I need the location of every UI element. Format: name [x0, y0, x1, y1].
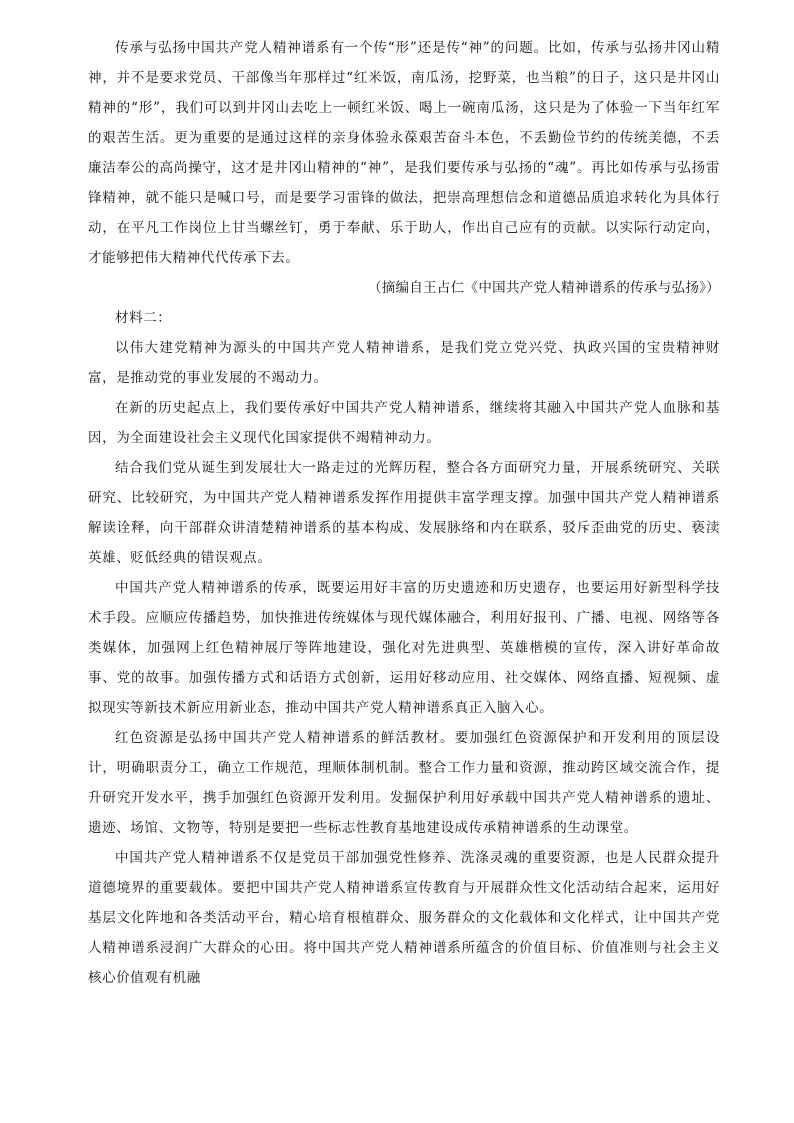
paragraph-transmission-media: 中国共产党人精神谱系的传承，既要运用好丰富的历史遗迹和历史遗存，也要运用好新型科学技术手段。应顺应传播趋势，加快推进传统媒体与现代媒体融合，利用好报刊、广播、电视、网络等各类媒体，加强网上红色精神展厅等阵地建设，强化对先进典型、英雄楷模的宣传，深入讲好革命故事、党的故事。加强传播方式和话语方式创新，运用好移动应用、社交媒体、网络直播、短视频、虚拟现实等新技术新应用新业态，推动中国共产党人精神谱系真正入脑入心。: [88, 580, 720, 716]
paragraph-new-starting-point: 在新的历史起点上，我们要传承好中国共产党人精神谱系，继续将其融入中国共产党人血脉和基因，为全面建设社会主义现代化国家提供不竭精神动力。: [88, 400, 720, 446]
paragraph-research: 结合我们党从诞生到发展壮大一路走过的光辉历程，整合各方面研究力量，开展系统研究、关联研究、比较研究，为中国共产党人精神谱系发挥作用提供丰富学理支撑。加强中国共产党人精神谱系解读诠释，向干部群众讲清楚精神谱系的基本构成、发展脉络和内在联系，驳斥歪曲党的历史、亵渎英雄、贬低经典的错误观点。: [88, 460, 720, 566]
paragraph-public-culture: 中国共产党人精神谱系不仅是党员干部加强党性修养、洗涤灵魂的重要资源，也是人民群众提升道德境界的重要载体。要把中国共产党人精神谱系宣传教育与开展群众性文化活动结合起来，运用好基层文化阵地和各类活动平台，精心培育根植群众、服务群众的文化载体和文化样式，让中国共产党人精神谱系浸润广大群众的心田。将中国共产党人精神谱系所蕴含的价值目标、价值准则与社会主义核心价值观有机融: [88, 850, 720, 986]
source-citation: （摘编自王占仁《中国共产党人精神谱系的传承与弘扬》）: [367, 280, 720, 296]
paragraph-red-resources: 红色资源是弘扬中国共产党人精神谱系的鲜活教材。要加强红色资源保护和开发利用的顶层设计，明确职责分工，确立工作规范，理顺体制机制。整合工作力量和资源，推动跨区域交流合作，提升研究开发水平，携手加强红色资源开发利用。发掘保护利用好承载中国共产党人精神谱系的遗址、遗迹、场馆、文物等，特别是要把一些标志性教育基地建设成传承精神谱系的生动课堂。: [88, 730, 720, 836]
document-page: [88, 33, 720, 993]
paragraph-form-vs-spirit: 传承与弘扬中国共产党人精神谱系有一个传“形”还是传“神”的问题。比如，传承与弘扬井冈山精神，并不是要求党员、干部像当年那样过“红米饭，南瓜汤，挖野菜，也当粮”的日子，这只是井冈山精神的“形”，我们可以到井冈山去吃上一顿红米饭、喝上一碗南瓜汤，这只是为了体验一下当年红军的艰苦生活。更为重要的是通过这样的亲身体验永葆艰苦奋斗本色，不丢勤俭节约的传统美德，不丢廉洁奉公的高尚操守，这才是井冈山精神的“神”，是我们要传承与弘扬的“魂”。再比如传承与弘扬雷锋精神，就不能只是喊口号，而是要学习雷锋的做法，把崇高理想信念和道德品质追求转化为具体行动，在平凡工作岗位上甘当螺丝钉，勇于奉献、乐于助人，作出自己应有的贡献。以实际行动定向，才能够把伟大精神代代传承下去。: [88, 40, 720, 266]
paragraph-spiritual-wealth: 以伟大建党精神为源头的中国共产党人精神谱系，是我们党立党兴党、执政兴国的宝贵精神财富，是推动党的事业发展的不竭动力。: [88, 340, 720, 386]
material-2-heading: 材料二：: [115, 310, 172, 326]
